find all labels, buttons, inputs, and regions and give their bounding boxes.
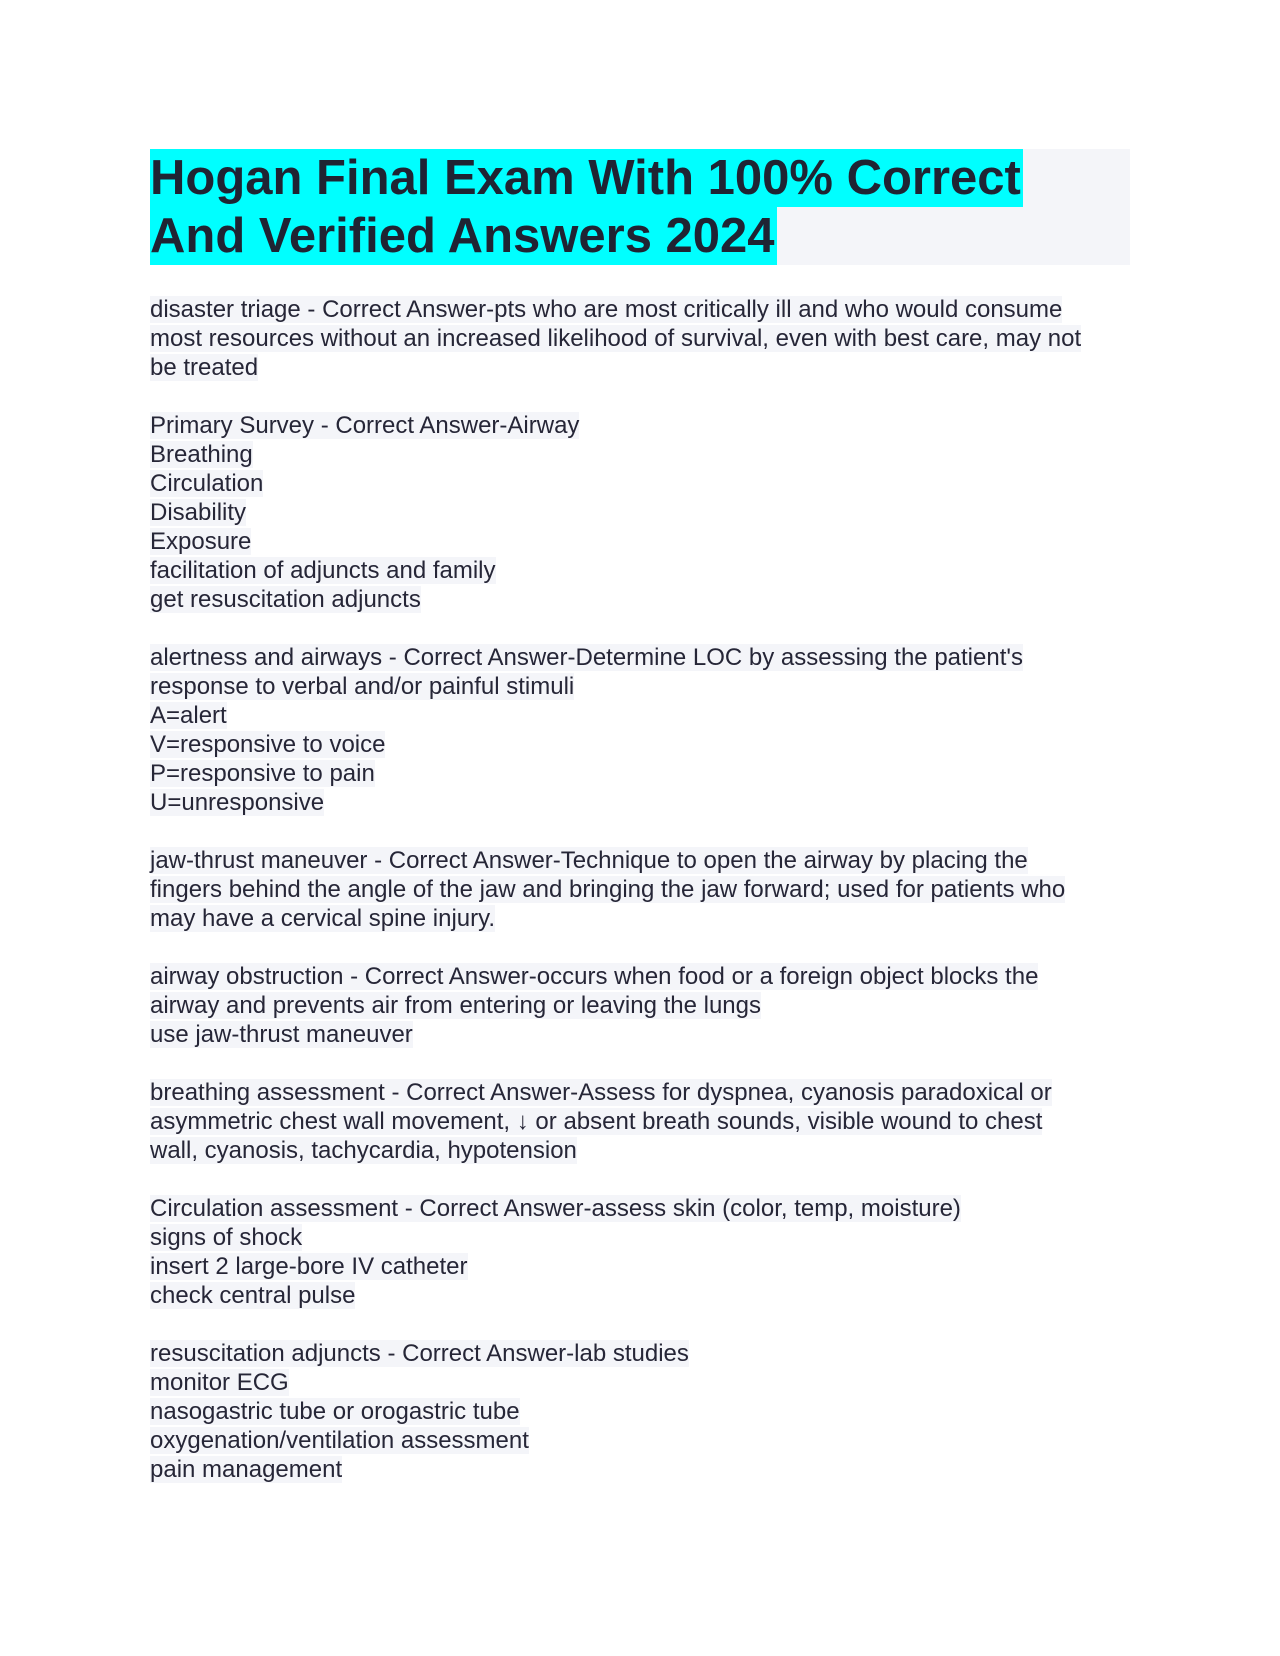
line-text: P=responsive to pain — [150, 760, 375, 787]
line-text: check central pulse — [150, 1282, 356, 1309]
line-text: resuscitation adjuncts - Correct Answer-lab studies — [150, 1340, 689, 1367]
entry-answer-line — [150, 556, 1140, 585]
line-text: Breathing — [150, 441, 253, 468]
entry-answer-line — [150, 875, 1140, 904]
line-text: airway and prevents air from entering or leaving the lungs — [150, 992, 761, 1019]
entry-answer-line — [150, 1136, 1140, 1165]
entry-answer-line — [150, 1020, 1140, 1049]
entry-term-line — [150, 643, 1140, 672]
entry-answer-line — [150, 353, 1140, 382]
flashcard-entry — [150, 1194, 1140, 1310]
line-text: V=responsive to voice — [150, 731, 386, 758]
line-text: most resources without an increased likelihood of survival, even with best care, may not — [150, 325, 1082, 352]
entry-term-line — [150, 846, 1140, 875]
line-text: U=unresponsive — [150, 789, 325, 816]
line-text: get resuscitation adjuncts — [150, 586, 421, 613]
line-text: disaster triage - Correct Answer-pts who are most critically ill and who would consume — [150, 296, 1063, 323]
flashcard-entry — [150, 411, 1140, 614]
line-text: wall, cyanosis, tachycardia, hypotension — [150, 1137, 577, 1164]
entry-answer-line — [150, 585, 1140, 614]
line-text: facilitation of adjuncts and family — [150, 557, 496, 584]
entry-answer-line — [150, 469, 1140, 498]
entry-answer-line — [150, 1455, 1140, 1484]
entry-answer-line — [150, 759, 1140, 788]
line-text: Disability — [150, 499, 247, 526]
line-text: monitor ECG — [150, 1369, 289, 1396]
line-text: signs of shock — [150, 1224, 303, 1251]
title-block — [150, 149, 1130, 265]
entry-answer-line — [150, 1223, 1140, 1252]
flashcard-entry — [150, 846, 1140, 933]
entry-term-line — [150, 962, 1140, 991]
entry-answer-line — [150, 730, 1140, 759]
entry-answer-line — [150, 527, 1140, 556]
entry-answer-line — [150, 498, 1140, 527]
entry-answer-line — [150, 701, 1140, 730]
line-text: alertness and airways - Correct Answer-Determine LOC by assessing the patient's — [150, 644, 1023, 671]
entry-answer-line — [150, 991, 1140, 1020]
entry-answer-line — [150, 1252, 1140, 1281]
entry-answer-line — [150, 324, 1140, 353]
line-text: oxygenation/ventilation assessment — [150, 1427, 529, 1454]
line-text: Exposure — [150, 528, 252, 555]
entry-answer-line — [150, 1426, 1140, 1455]
flashcard-entry — [150, 1339, 1140, 1484]
line-text: may have a cervical spine injury. — [150, 905, 496, 932]
line-text: fingers behind the angle of the jaw and bringing the jaw forward; used for patients who — [150, 876, 1066, 903]
line-text: pain management — [150, 1456, 343, 1483]
entry-answer-line — [150, 1368, 1140, 1397]
line-text: A=alert — [150, 702, 227, 729]
line-text: airway obstruction - Correct Answer-occurs when food or a foreign object blocks the — [150, 963, 1039, 990]
flashcard-entry — [150, 643, 1140, 817]
flashcard-entry — [150, 295, 1140, 382]
entry-term-line — [150, 411, 1140, 440]
flashcard-list — [150, 295, 1140, 1513]
line-text: jaw-thrust maneuver - Correct Answer-Technique to open the airway by placing the — [150, 847, 1028, 874]
flashcard-entry — [150, 962, 1140, 1049]
entry-answer-line — [150, 440, 1140, 469]
title-line: Hogan Final Exam With 100% Correct — [150, 151, 1021, 205]
line-text: response to verbal and/or painful stimuli — [150, 673, 575, 700]
entry-term-line — [150, 295, 1140, 324]
entry-answer-line — [150, 672, 1140, 701]
entry-answer-line — [150, 1107, 1140, 1136]
line-text: insert 2 large-bore IV catheter — [150, 1253, 468, 1280]
line-text: breathing assessment - Correct Answer-Assess for dyspnea, cyanosis paradoxical or — [150, 1079, 1052, 1106]
entry-term-line — [150, 1194, 1140, 1223]
entry-answer-line — [150, 904, 1140, 933]
document-title — [150, 149, 1130, 265]
line-text: nasogastric tube or orogastric tube — [150, 1398, 520, 1425]
line-text: Circulation — [150, 470, 264, 497]
line-text: Primary Survey - Correct Answer-Airway — [150, 412, 580, 439]
line-text: asymmetric chest wall movement, ↓ or absent breath sounds, visible wound to chest — [150, 1108, 1043, 1135]
entry-answer-line — [150, 1397, 1140, 1426]
entry-term-line — [150, 1339, 1140, 1368]
entry-answer-line — [150, 788, 1140, 817]
entry-answer-line — [150, 1281, 1140, 1310]
line-text: Circulation assessment - Correct Answer-assess skin (color, temp, moisture) — [150, 1195, 961, 1222]
entry-term-line — [150, 1078, 1140, 1107]
line-text: use jaw-thrust maneuver — [150, 1021, 413, 1048]
title-line: And Verified Answers 2024 — [150, 209, 775, 263]
flashcard-entry — [150, 1078, 1140, 1165]
line-text: be treated — [150, 354, 259, 381]
